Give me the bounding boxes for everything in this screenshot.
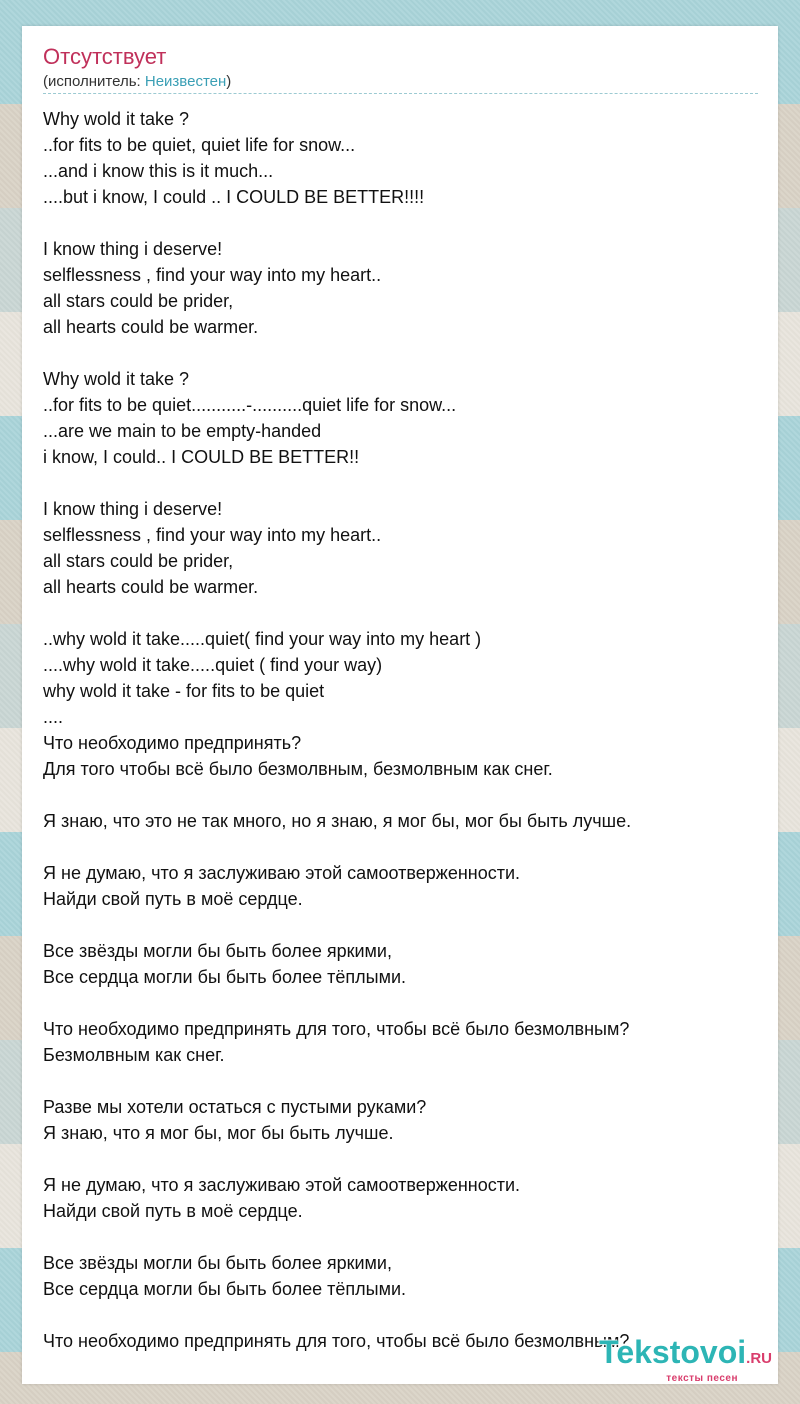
lyric-line: Я не думаю, что я заслуживаю этой самоотверженности. xyxy=(43,1175,521,1195)
lyric-line: all hearts could be warmer. xyxy=(43,317,259,337)
lyric-line xyxy=(43,600,758,626)
lyric-line: Все сердца могли бы быть более тёплыми. xyxy=(43,1279,407,1299)
lyric-line: .... xyxy=(43,707,64,727)
lyric-line: ..for fits to be quiet, quiet life for snow... xyxy=(43,135,356,155)
lyrics-text xyxy=(43,106,758,1354)
artist-link[interactable]: Неизвестен xyxy=(144,73,227,90)
lyric-line: all stars could be prider, xyxy=(43,291,234,311)
lyric-line: ...and i know this is it much... xyxy=(43,161,274,181)
lyric-line: ....why wold it take.....quiet ( find your way) xyxy=(43,655,383,675)
lyric-line: I know thing i deserve! xyxy=(43,239,223,259)
song-title: Отсутствует xyxy=(43,44,167,69)
artist-suffix: ) xyxy=(226,73,232,90)
logo-wordmark xyxy=(599,1336,772,1375)
lyric-line: Для того чтобы всё было безмолвным, безмолвным как снег. xyxy=(43,759,553,779)
lyric-line: ...are we main to be empty-handed xyxy=(43,421,322,441)
lyric-line xyxy=(43,470,758,496)
artist-prefix: (исполнитель: xyxy=(43,73,145,90)
lyric-line: Я не думаю, что я заслуживаю этой самоотверженности. xyxy=(43,863,521,883)
site-logo[interactable] xyxy=(599,1336,772,1384)
lyric-line: Я знаю, что я мог бы, мог бы быть лучше. xyxy=(43,1123,394,1143)
lyric-line: Why wold it take ? xyxy=(43,369,190,389)
lyric-line: i know, I could.. I COULD BE BETTER!! xyxy=(43,447,360,467)
lyric-line: all hearts could be warmer. xyxy=(43,577,259,597)
lyric-line: all stars could be prider, xyxy=(43,551,234,571)
lyric-line xyxy=(43,1224,758,1250)
lyric-line xyxy=(43,912,758,938)
title-divider xyxy=(43,93,758,94)
lyric-line: why wold it take - for fits to be quiet xyxy=(43,681,325,701)
lyric-line: Все звёзды могли бы быть более яркими, xyxy=(43,941,392,961)
logo-tld: .RU xyxy=(746,1350,772,1367)
artist-line xyxy=(43,73,231,91)
lyric-line: Безмолвным как снег. xyxy=(43,1045,225,1065)
lyric-line xyxy=(43,210,758,236)
lyric-line xyxy=(43,782,758,808)
lyric-line: ....but i know, I could .. I COULD BE BETTER!!!! xyxy=(43,187,425,207)
logo-main-text: Tekstovoi xyxy=(599,1334,747,1370)
lyrics-card xyxy=(22,26,778,1384)
lyric-line: selflessness , find your way into my heart.. xyxy=(43,525,382,545)
lyric-line xyxy=(43,1302,758,1328)
lyric-line: Что необходимо предпринять? xyxy=(43,733,302,753)
lyric-line xyxy=(43,834,758,860)
lyric-line: Я знаю, что это не так много, но я знаю, я мог бы, мог бы быть лучше. xyxy=(43,811,632,831)
lyric-line: ..why wold it take.....quiet( find your way into my heart ) xyxy=(43,629,482,649)
lyric-line xyxy=(43,1068,758,1094)
lyric-line: Все сердца могли бы быть более тёплыми. xyxy=(43,967,407,987)
logo-tagline: тексты песен xyxy=(666,1373,738,1384)
lyric-line: Что необходимо предпринять для того, чтобы всё было безмолвным? xyxy=(43,1019,630,1039)
lyric-line: Все звёзды могли бы быть более яркими, xyxy=(43,1253,392,1273)
lyric-line: Найди свой путь в моё сердце. xyxy=(43,1201,303,1221)
lyric-line xyxy=(43,340,758,366)
lyric-line: Найди свой путь в моё сердце. xyxy=(43,889,303,909)
lyric-line: Что необходимо предпринять для того, чтобы всё было безмолвным? xyxy=(43,1331,630,1351)
lyric-line: ..for fits to be quiet...........-..........quiet life for snow... xyxy=(43,395,457,415)
lyric-line xyxy=(43,1146,758,1172)
lyric-line: Why wold it take ? xyxy=(43,109,190,129)
lyric-line: selflessness , find your way into my heart.. xyxy=(43,265,382,285)
lyric-line xyxy=(43,990,758,1016)
lyric-line: Разве мы хотели остаться с пустыми руками? xyxy=(43,1097,427,1117)
lyric-line: I know thing i deserve! xyxy=(43,499,223,519)
